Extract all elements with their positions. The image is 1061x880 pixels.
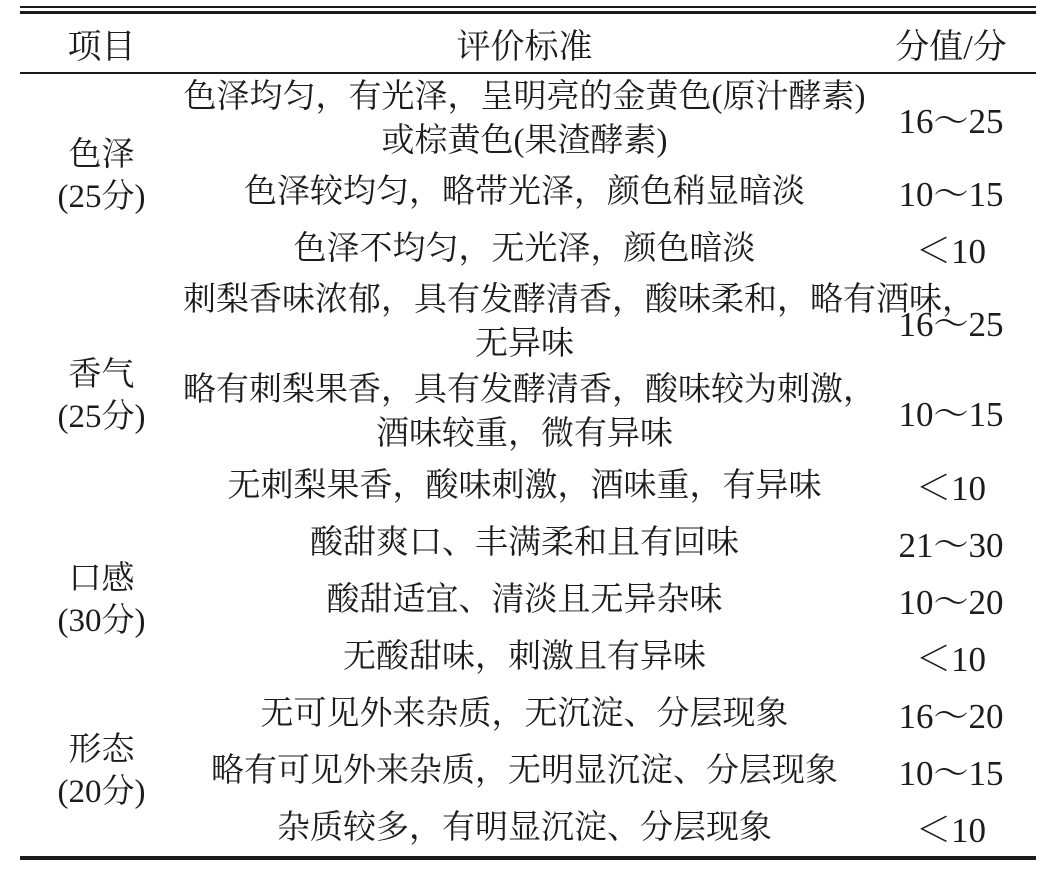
item-cell-form bbox=[20, 685, 183, 856]
item-label: 形态 bbox=[68, 731, 135, 768]
score-cell: 16～20 bbox=[898, 696, 1004, 736]
item-label: 色泽 bbox=[68, 136, 135, 173]
item-cell-taste bbox=[20, 514, 183, 685]
item-label: 口感 bbox=[68, 560, 135, 597]
item-label: 香气 bbox=[68, 356, 135, 393]
table-row bbox=[20, 73, 1036, 163]
score-cell: 16～25 bbox=[898, 305, 1004, 344]
item-cell-color bbox=[20, 73, 183, 277]
criteria-cell bbox=[183, 514, 866, 571]
item-points: (20分) bbox=[57, 773, 146, 810]
criteria-cell bbox=[183, 163, 866, 220]
score-cell: 10～15 bbox=[898, 753, 1004, 793]
bottom-rule bbox=[20, 856, 1036, 860]
criteria-cell bbox=[183, 799, 866, 856]
criteria-line: 酒味较重，微有异味 bbox=[376, 416, 673, 452]
score-cell: ＜10 bbox=[915, 810, 986, 850]
score-cell: 10～20 bbox=[898, 582, 1004, 622]
criteria-line: 无异味 bbox=[475, 326, 574, 362]
sensory-evaluation-table bbox=[20, 6, 1036, 860]
criteria-cell bbox=[183, 73, 866, 163]
column-header-item: 项目 bbox=[20, 14, 183, 73]
column-header-score: 分值/分 bbox=[866, 14, 1036, 73]
criteria-cell bbox=[183, 571, 866, 628]
criteria-line: 刺梨香味浓郁，具有发酵清香，酸味柔和，略有酒味， bbox=[183, 282, 975, 318]
score-cell: ＜10 bbox=[915, 468, 986, 508]
criteria-cell bbox=[183, 628, 866, 685]
item-points: (30分) bbox=[57, 602, 146, 639]
score-cell: 10～15 bbox=[898, 395, 1004, 434]
criteria-line: 略有可见外来杂质，无明显沉淀、分层现象 bbox=[211, 752, 838, 789]
criteria-cell bbox=[183, 367, 876, 457]
column-header-criteria: 评价标准 bbox=[183, 14, 866, 73]
header-row bbox=[20, 14, 1036, 73]
criteria-line: 酸甜适宜、清淡且无异杂味 bbox=[326, 581, 723, 618]
table-row bbox=[20, 685, 1036, 742]
item-points: (25分) bbox=[57, 398, 146, 435]
criteria-cell bbox=[183, 220, 866, 277]
score-cell: 10～15 bbox=[898, 174, 1004, 214]
criteria-line: 略有刺梨果香，具有发酵清香，酸味较为刺激， bbox=[183, 372, 876, 408]
criteria-line: 酸甜爽口、丰满柔和且有回味 bbox=[310, 524, 739, 561]
table-row bbox=[20, 514, 1036, 571]
criteria-line: 色泽较均匀，略带光泽，颜色稍显暗淡 bbox=[244, 173, 805, 210]
criteria-line: 无可见外来杂质，无沉淀、分层现象 bbox=[260, 695, 789, 732]
criteria-line: 或棕黄色(果渣酵素) bbox=[381, 122, 668, 159]
criteria-line: 色泽均匀，有光泽，呈明亮的金黄色(原汁酵素) bbox=[183, 78, 866, 115]
criteria-cell bbox=[183, 457, 866, 514]
item-cell-aroma bbox=[20, 277, 183, 514]
criteria-line: 色泽不均匀，无光泽，颜色暗淡 bbox=[293, 230, 756, 267]
score-cell: ＜10 bbox=[915, 231, 986, 271]
criteria-cell bbox=[183, 742, 866, 799]
score-cell: ＜10 bbox=[915, 639, 986, 679]
criteria-cell bbox=[183, 685, 866, 742]
evaluation-criteria-table bbox=[20, 14, 1036, 856]
criteria-line: 无酸甜味，刺激且有异味 bbox=[343, 638, 706, 675]
score-cell: 16～25 bbox=[898, 101, 1004, 141]
item-points: (25分) bbox=[57, 178, 146, 215]
criteria-line: 杂质较多，有明显沉淀、分层现象 bbox=[277, 809, 772, 846]
criteria-line: 无刺梨果香，酸味刺激，酒味重，有异味 bbox=[227, 467, 822, 504]
table-row bbox=[20, 277, 1036, 367]
score-cell: 21～30 bbox=[898, 525, 1004, 565]
